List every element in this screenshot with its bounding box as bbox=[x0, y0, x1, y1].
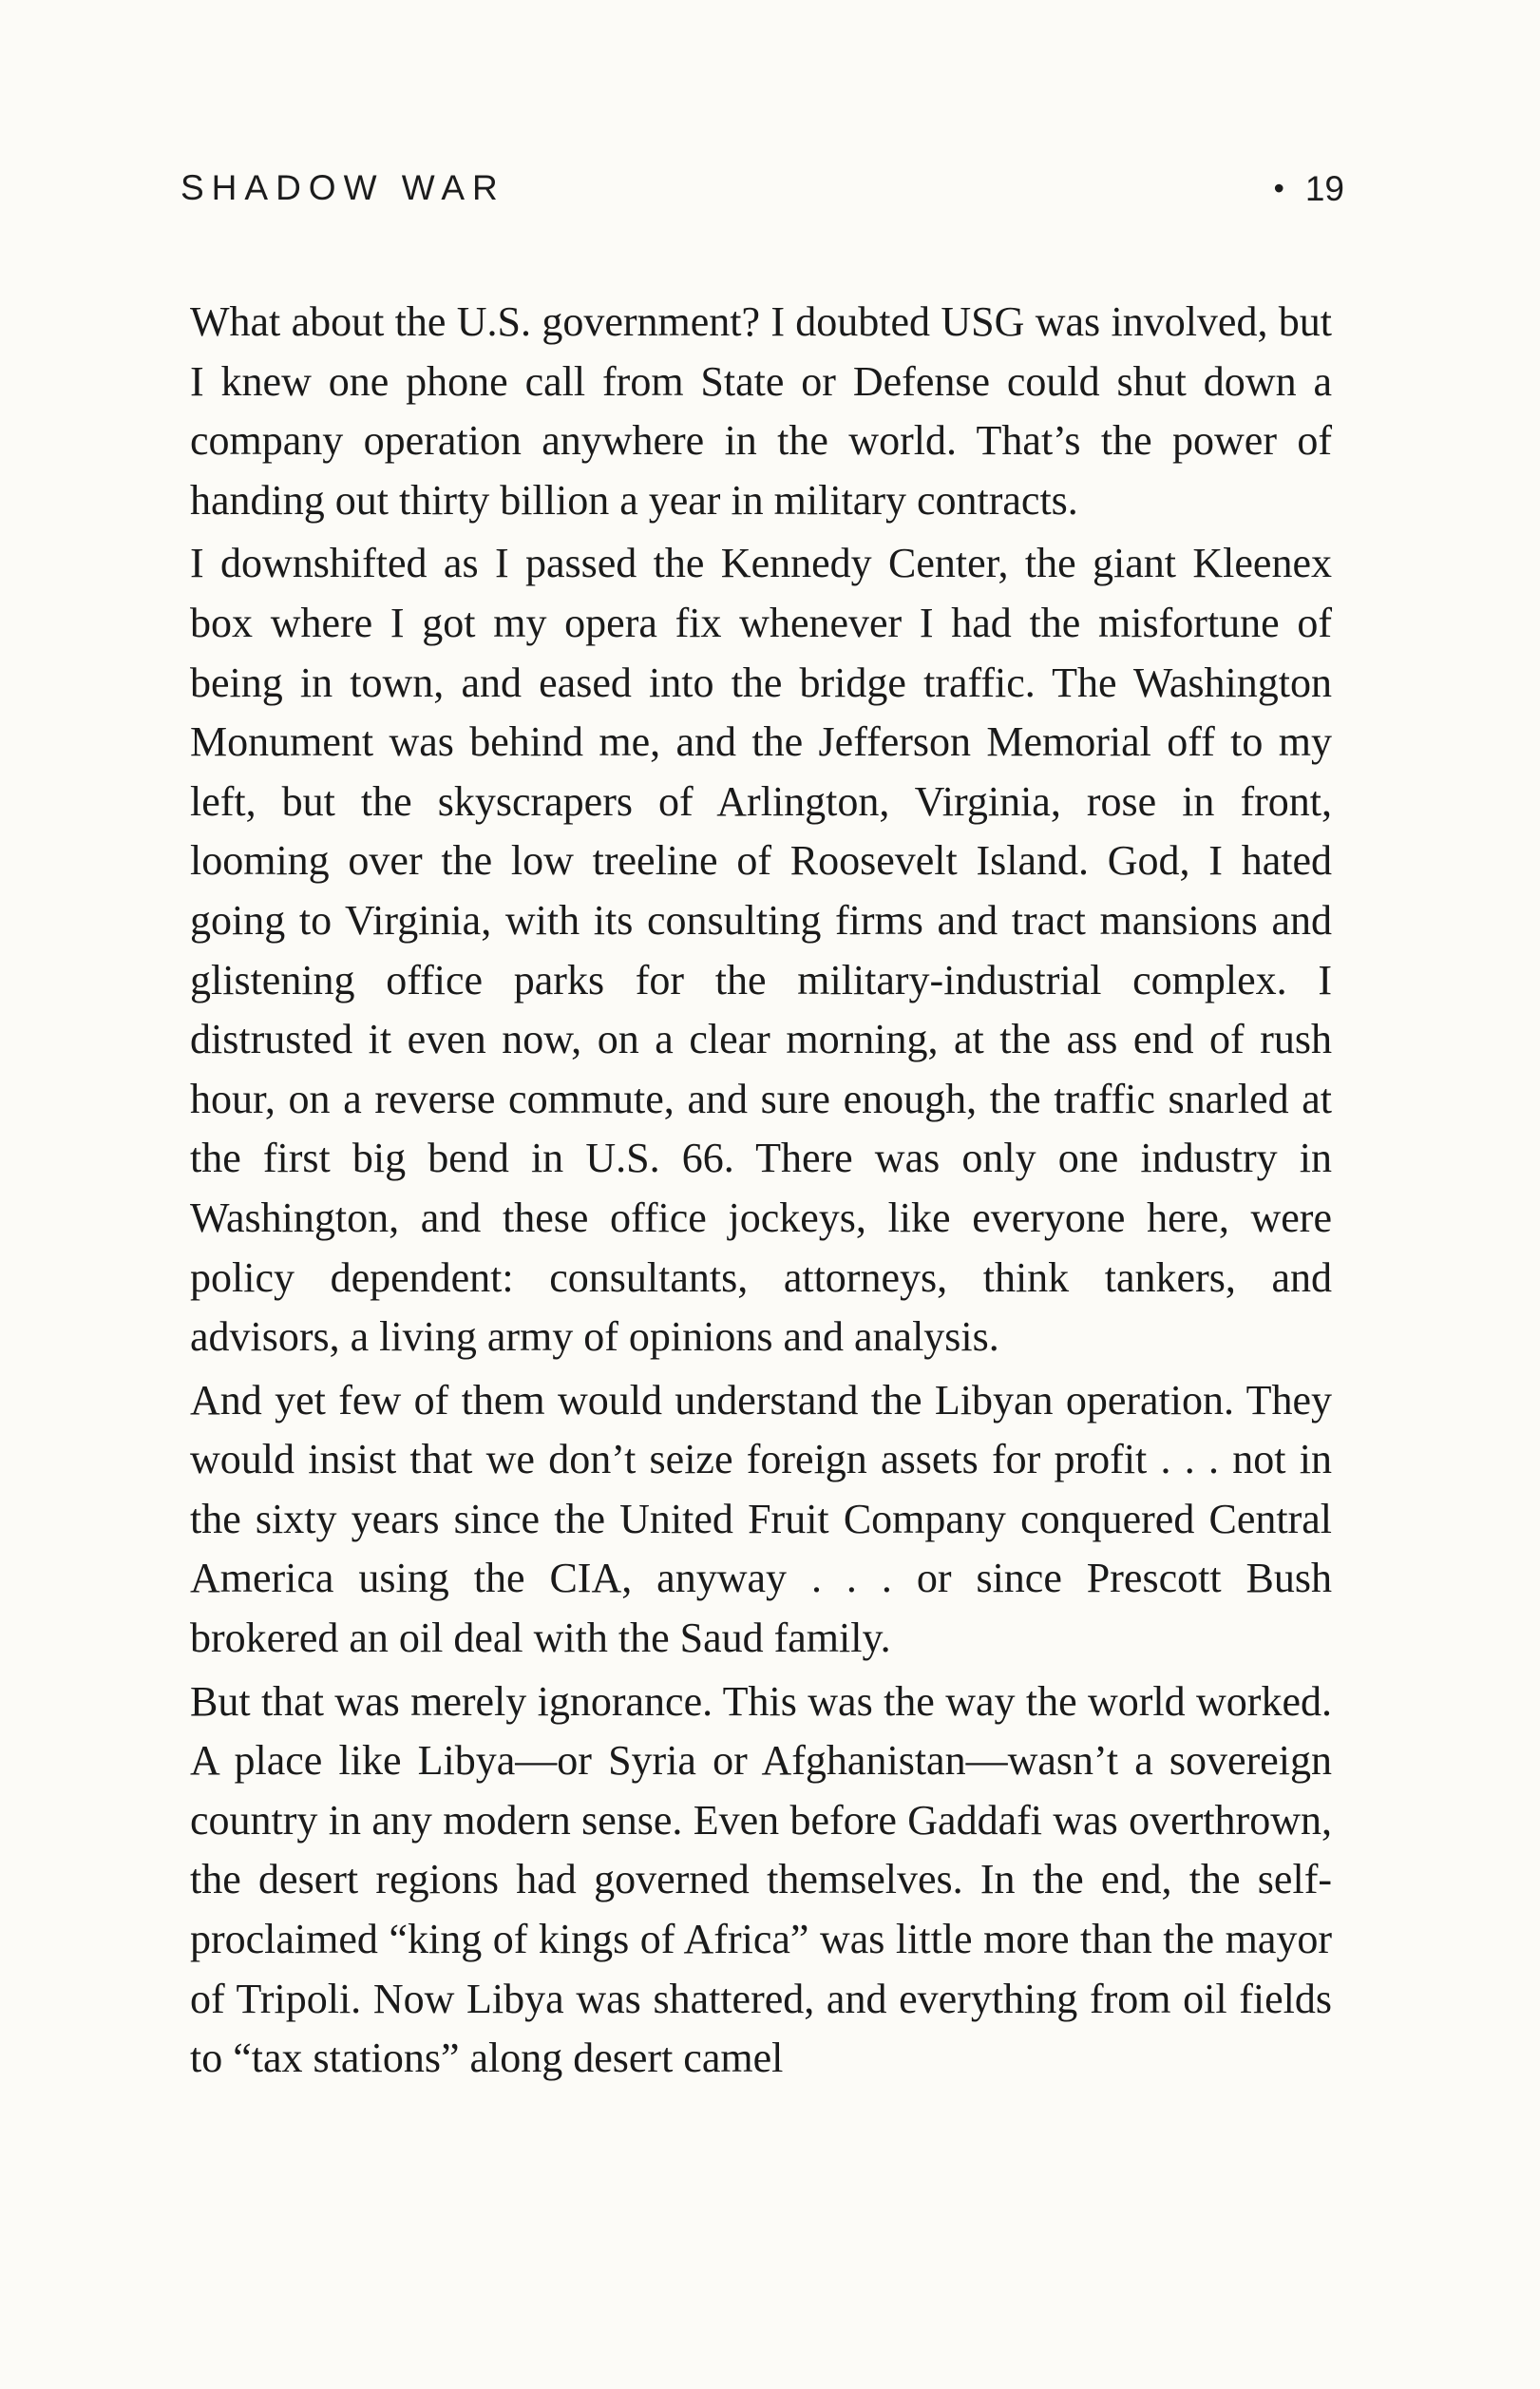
paragraph-2: I downshifted as I passed the Kennedy Center, the giant Kleenex box where I got my opera fix whenever I had the misfortune of being in town, and eased into the bridge traffic. The Washington Monument was behind me, and the Jefferson Memorial off to my left, but the skyscrapers of Arlington, Virginia, rose in front, looming over the low treeline of Roosevelt Island. God, I hated going to Virginia, with its consulting firms and tract mansions and glistening office parks for the military-industrial complex. I distrusted it even now, on a clear morning, at the ass end of rush hour, on a reverse commute, and sure enough, the traffic snarled at the first big bend in U.S. 66. There was only one industry in Washington, and these office jockeys, like everyone here, were policy dependent: consultants, attorneys, think tankers, and advisors, a living army of opinions and analysis. bbox=[190, 540, 1332, 1361]
paragraph-3: And yet few of them would understand the Libyan operation. They would insist that we don’t seize foreign assets for profit . . . not in the sixty years since the United Fruit Company conquered Central America using the CIA, anyway . . . or since Prescott Bush brokered an oil deal with the Saud family. bbox=[190, 1376, 1332, 1662]
bullet-separator: • bbox=[1273, 171, 1284, 205]
page-number-group bbox=[1274, 160, 1344, 218]
paragraph-4: But that was merely ignorance. This was the way the world worked. A place like Libya—or Syria or Afghanistan—wasn’t a sovereign country in any modern sense. Even before Gaddafi was overthrown, the desert regions had governed themselves. In the end, the self-proclaimed “king of kings of Africa” was little more than the mayor of Tripoli. Now Libya was shattered, and everything from oil fields to “tax stations” along desert camel bbox=[190, 1677, 1332, 2082]
running-title: SHADOW WAR bbox=[181, 168, 505, 207]
body-text bbox=[190, 293, 1332, 2089]
page-number: 19 bbox=[1304, 169, 1344, 208]
paragraph-1: What about the U.S. government? I doubted USG was involved, but I knew one phone call from State or Defense could shut down a company operation anywhere in the world. That’s the power of handing out thirty billion a year in military contracts. bbox=[190, 298, 1332, 524]
running-head bbox=[181, 160, 1344, 217]
